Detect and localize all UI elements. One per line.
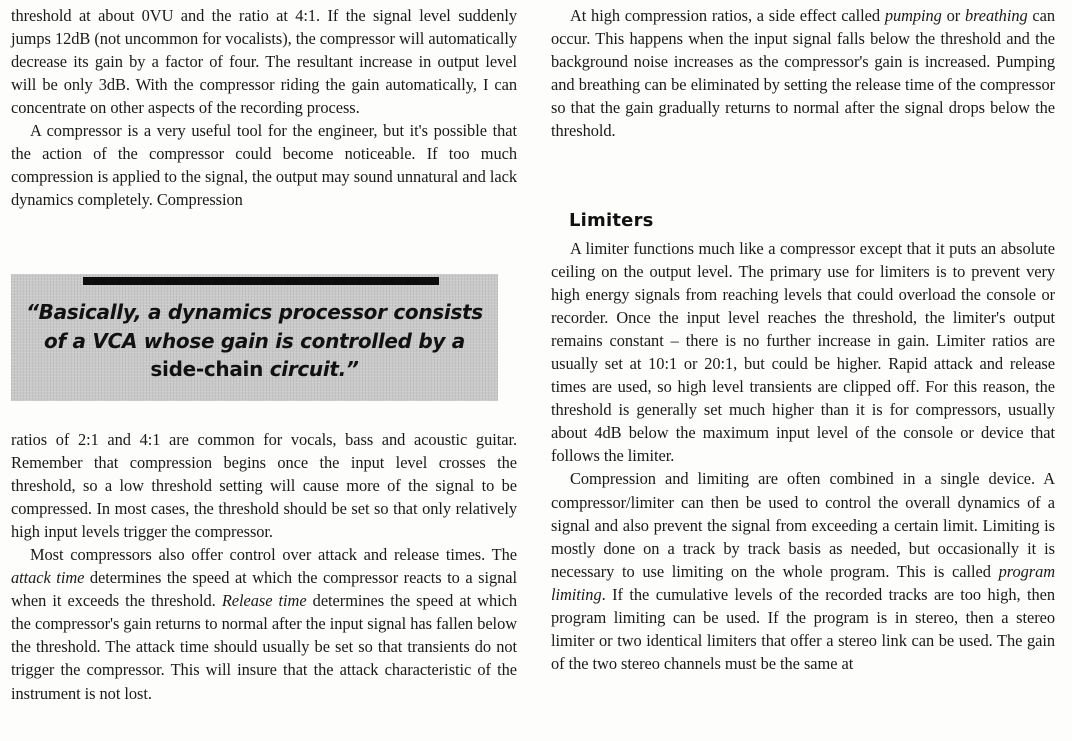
paragraph-compression-limiting xyxy=(551,467,1055,674)
text-run: . If the cumulative levels of the recorded tracks are too high, then program limiting can be used. If the program is in stereo, then a stereo limiter or two identical limiters that offer a stereo link can be used. The gain of the two stereo channels must be the same at xyxy=(551,584,1055,673)
left-column-top xyxy=(11,4,517,211)
text-run: can occur. This happens when the input signal falls below the threshold and the background noise increases as the compressor's gain is increased. Pumping and breathing can be eliminated by setting the release time of the compressor so that the gain gradually returns to normal after the signal drops below the threshold. xyxy=(551,6,1055,141)
paragraph-ratios: ratios of 2:1 and 4:1 are common for vocals, bass and acoustic guitar. Remember that compression begins once the input level crosses the threshold, so a low threshold setting will cause more of the signal to be compressed. In most cases, the threshold should be set so that only relatively high input levels trigger the compressor. xyxy=(11,430,517,542)
term-program-limiting: program limiting xyxy=(551,561,1055,604)
term-breathing: breathing xyxy=(964,6,1028,25)
section-heading-limiters: Limiters xyxy=(569,210,654,231)
pull-quote-box xyxy=(11,274,498,401)
pull-quote-line-3-upright: side-chain xyxy=(150,357,270,381)
paragraph-compressor-useful: A compressor is a very useful tool for the engineer, but it's possible that the action of the compressor could become noticeable. If too much compression is applied to the signal, the output may sound unnatural and lack dynamics completely. Compression xyxy=(11,121,517,210)
left-column-bottom xyxy=(11,428,517,705)
text-run: determines the speed at which the compressor's gain returns to normal after the input signal has fallen below the threshold. The attack time should usually be set so that transients do not trigger the compressor. This will insure that the attack characteristic of the instrument is not lost. xyxy=(11,591,517,703)
term-pumping: pumping xyxy=(884,6,942,25)
text-run: At high compression ratios, a side effect called xyxy=(570,6,885,25)
text-run: determines the speed at which the compressor reacts to a signal when it exceeds the threshold. xyxy=(11,568,517,611)
pull-quote-line-1: “Basically, a dynamics processor consists xyxy=(26,300,483,324)
term-release-time: Release time xyxy=(221,591,307,611)
paragraph-threshold-example: threshold at about 0VU and the ratio at 4:1. If the signal level suddenly jumps 12dB (not uncommon for vocalists), the compressor will automatically decrease its gain by a factor of four. The resultant increase in output level will be only 3dB. With the compressor riding the gain automatically, I can concentrate on other aspects of the recording process. xyxy=(11,6,517,118)
text-run: Compression and limiting are often combined in a single device. A compressor/limiter can then be used to control the overall dynamics of a signal and also prevent the signal from exceeding a certain limit. Limiting is mostly done on a track by track basis as needed, but occasionally it is necessary to use limiting on the whole program. This is called xyxy=(551,469,1055,581)
text-run: or xyxy=(941,6,965,25)
text-run: Most compressors also offer control over attack and release times. The xyxy=(30,545,517,565)
pull-quote-line-3-italic: circuit.” xyxy=(269,357,359,381)
pull-quote-line-2: of a VCA whose gain is controlled by a xyxy=(44,328,465,353)
pull-quote-rule xyxy=(83,277,439,285)
pull-quote-line-3 xyxy=(11,355,498,384)
paragraph-pumping-breathing xyxy=(551,4,1055,142)
right-column-top xyxy=(551,4,1055,142)
paragraph-attack-release xyxy=(11,543,517,704)
pull-quote-text xyxy=(11,298,498,384)
paragraph-limiter-function: A limiter functions much like a compressor except that it puts an absolute ceiling on the output level. The primary use for limiters is to prevent very high energy signals from reaching levels that could overload the console or recorder. Once the input level reaches the threshold, the limiter's output remains constant – there is no further increase in gain. Limiter ratios are usually set at 10:1 or 20:1, but could be higher. Rapid attack and release times are used, so high level transients are clipped off. For this reason, the threshold is generally set much higher than it is for compressors, usually about 4dB below the maximum input level of the console or device that follows the limiter. xyxy=(551,239,1055,466)
limiters-section xyxy=(551,210,1055,675)
term-attack-time: attack time xyxy=(11,568,85,588)
